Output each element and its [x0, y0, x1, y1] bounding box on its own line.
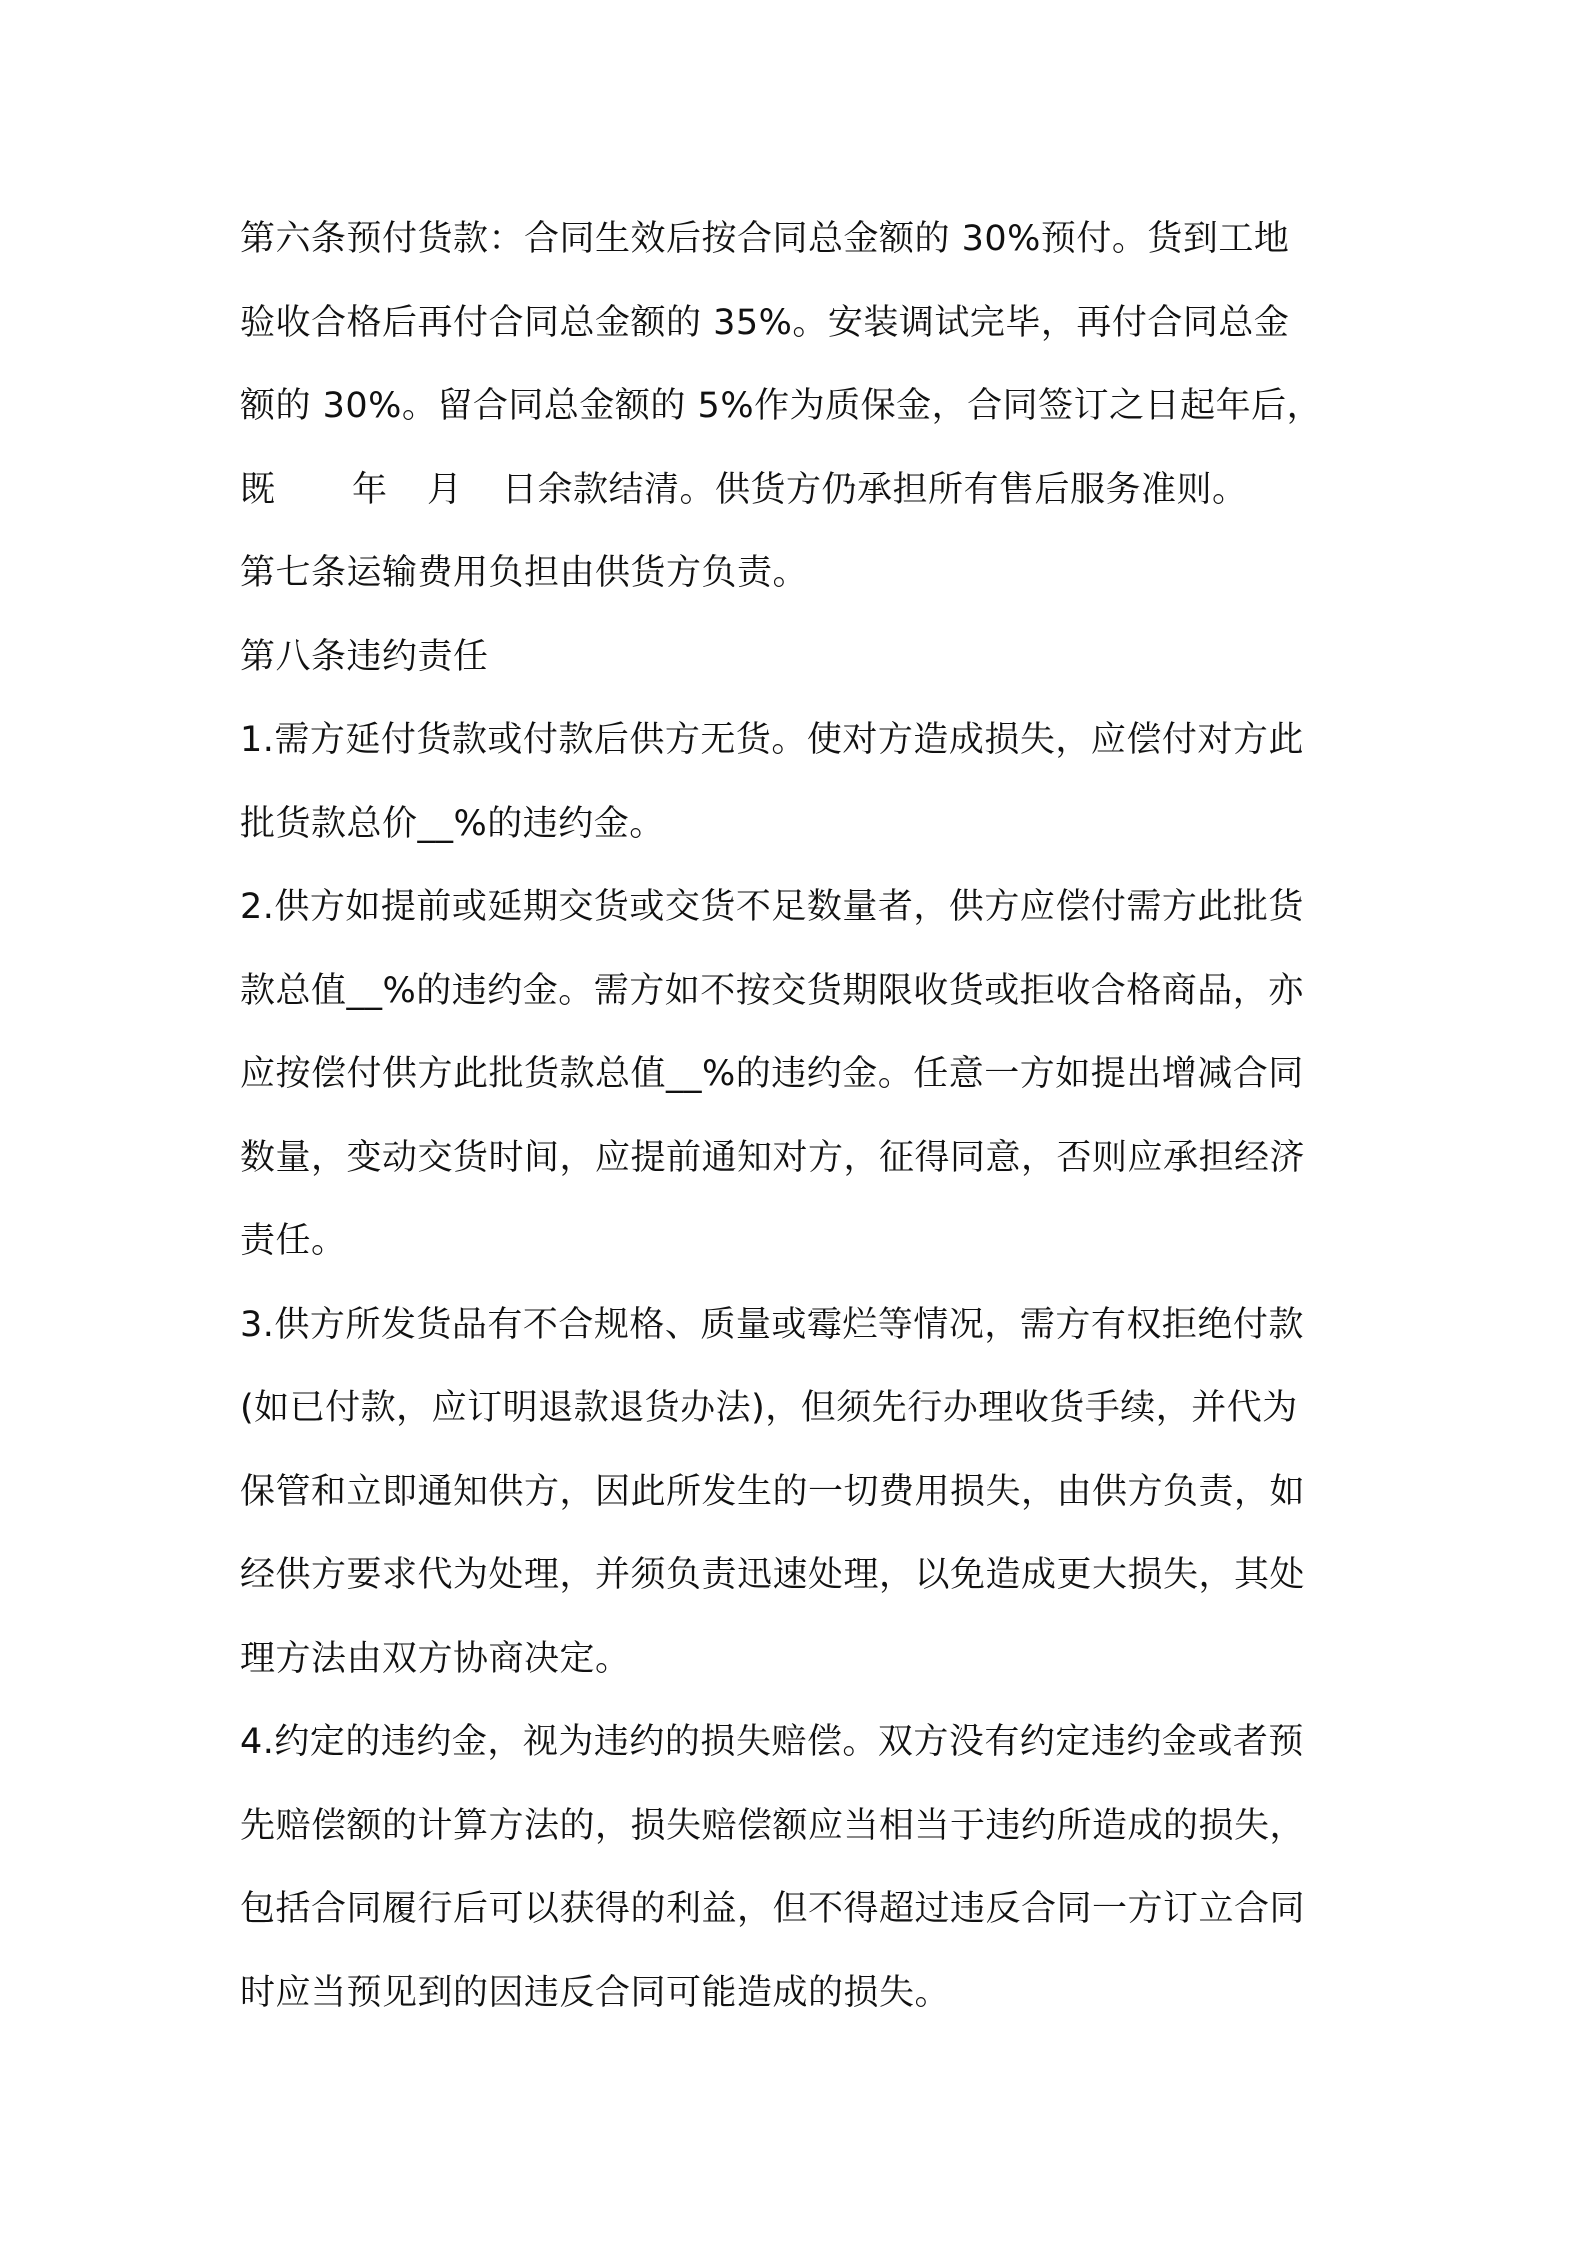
- contract-text: [240, 198, 1360, 2035]
- date-rest: 日余款结清。供货方仍承担所有售后服务准则。: [502, 469, 1248, 510]
- date-year: 年: [352, 469, 388, 510]
- text-line: 2.供方如提前或延期交货或交货不足数量者，供方应偿付需方此批货: [240, 887, 1304, 927]
- text-line: 理方法由双方协商决定。: [240, 1638, 631, 1679]
- date-month: 月: [427, 469, 463, 510]
- clause-2-paragraph: [240, 866, 1360, 1284]
- text-line: 时应当预见到的因违反合同可能造成的损失。: [240, 1972, 951, 2013]
- text-line: (如已付款，应订明退款退货办法)，但须先行办理收货手续，并代为: [240, 1388, 1298, 1428]
- text-line: 批货款总价__%的违约金。: [240, 803, 665, 844]
- text-line: 应按偿付供方此批货款总值__%的违约金。任意一方如提出增减合同: [240, 1054, 1304, 1094]
- text-line: 款总值__%的违约金。需方如不按交货期限收货或拒收合格商品，亦: [240, 970, 1304, 1011]
- text-line: 额的 30%。留合同总金额的 5%作为质保金，合同签订之日起年后，: [240, 386, 1323, 426]
- article-8-heading: 第八条违约责任: [240, 636, 489, 677]
- text-line: 保管和立即通知供方，因此所发生的一切费用损失，由供方负责，如: [240, 1471, 1306, 1512]
- text-line: 责任。: [240, 1221, 347, 1261]
- clause-3-paragraph: [240, 1284, 1360, 1702]
- text-line: 先赔偿额的计算方法的，损失赔偿额应当相当于违约所造成的损失，: [240, 1805, 1306, 1846]
- text-line: 第六条预付货款：合同生效后按合同总金额的 30%预付。货到工地: [240, 219, 1290, 259]
- text-line: 包括合同履行后可以获得的利益，但不得超过违反合同一方订立合同: [240, 1889, 1306, 1929]
- text-line-date: [240, 449, 1360, 533]
- article-7-line: 第七条运输费用负担由供货方负责。: [240, 553, 809, 593]
- date-prefix: 既: [240, 469, 276, 510]
- clause-4-paragraph: [240, 1701, 1360, 2035]
- text-line: 经供方要求代为处理，并须负责迅速处理，以免造成更大损失，其处: [240, 1555, 1306, 1595]
- text-line: 验收合格后再付合同总金额的 35%。安装调试完毕，再付合同总金: [240, 302, 1290, 343]
- text-line: 3.供方所发货品有不合规格、质量或霉烂等情况，需方有权拒绝付款: [240, 1304, 1304, 1345]
- text-line: 数量，变动交货时间，应提前通知对方，征得同意，否则应承担经济: [240, 1137, 1306, 1178]
- article-6-paragraph: [240, 198, 1360, 532]
- text-line: 4.约定的违约金，视为违约的损失赔偿。双方没有约定违约金或者预: [240, 1722, 1304, 1762]
- clause-1-paragraph: [240, 699, 1360, 866]
- text-line: 1.需方延付货款或付款后供方无货。使对方造成损失，应偿付对方此: [240, 720, 1304, 760]
